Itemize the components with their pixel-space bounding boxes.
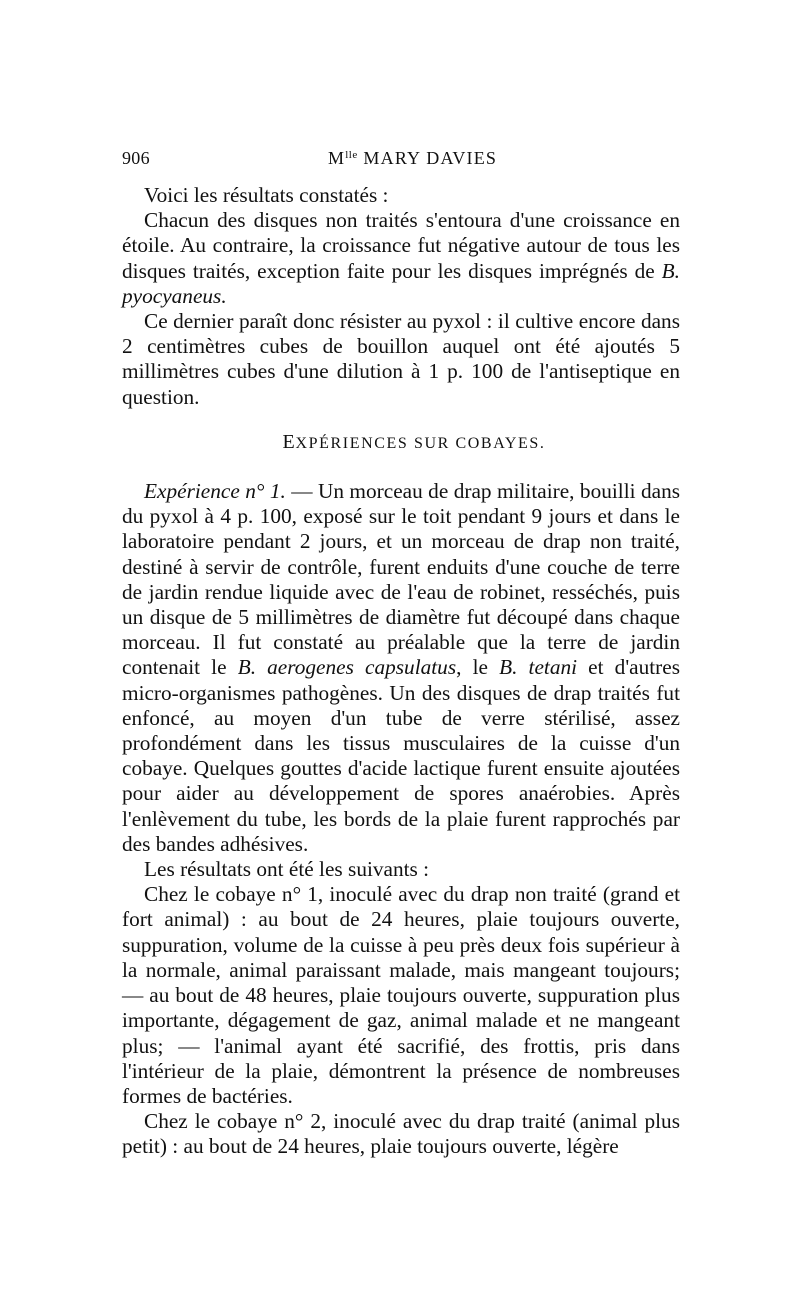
species-1: B. aerogenes capsulatus bbox=[237, 655, 457, 680]
paragraph-3: Ce dernier paraît donc résister au pyxol : il cultive encore dans 2 centimètres cubes de bouillon auquel ont été ajoutés 5 millimètres cubes d'une dilution à 1 p. 100 de l'antiseptique en question. bbox=[122, 309, 680, 409]
author-sup: lle bbox=[345, 149, 358, 161]
running-header bbox=[328, 148, 497, 169]
page-number: 906 bbox=[122, 148, 150, 168]
body-text bbox=[122, 183, 680, 1160]
section-heading-cap: E bbox=[282, 430, 296, 453]
section-heading bbox=[122, 430, 680, 456]
experiment-label: Expérience n° 1. bbox=[144, 479, 286, 504]
paragraph-4 bbox=[122, 479, 680, 857]
paragraph-1: Voici les résultats constatés : bbox=[144, 183, 389, 207]
paragraph-4-c: et d'autres micro-organismes pathogènes. Un des disques de drap traités fut enfoncé, au moyen d'un tube de verre stérilisé, assez profondément dans les tissus musculaires de la cuisse d'un cobaye. Quelques gouttes d'acide lactique furent ensuite ajoutées pour aider au développement de spores anaérobies. Après l'enlèvement du tube, les bords de la plaie furent rapprochés par des bandes adhésives. bbox=[122, 655, 681, 856]
paragraph-2-text: Chacun des disques non traités s'entoura d'une croissance en étoile. Au contraire, la croissance fut négative autour de tous les disques traités, exception faite pour les disques imprégnés de bbox=[122, 208, 680, 283]
paragraph-6: Chez le cobaye n° 1, inoculé avec du drap non traité (grand et fort animal) : au bout de 24 heures, plaie toujours ouverte, suppuration, volume de la cuisse à peu près deux fois supérieur à la normale, animal paraissant malade, mais mangeant toujours; — au bout de 48 heures, plaie toujours ouverte, suppuration plus importante, dégagement de gaz, animal malade et ne mangeant plus; — l'animal ayant été sacrifié, des frottis, pris dans l'intérieur de la plaie, démontrent la présence de nombreuses formes de bactéries. bbox=[122, 882, 680, 1108]
species-2: B. tetani bbox=[499, 655, 578, 680]
paragraph-2-italic: B. pyocyaneus. bbox=[122, 258, 680, 308]
section-heading-rest: XPÉRIENCES SUR COBAYES. bbox=[295, 434, 546, 452]
author-prefix: M bbox=[328, 148, 346, 168]
paragraph-4-a: — Un morceau de drap militaire, bouilli dans du pyxol à 4 p. 100, exposé sur le toit pendant 9 jours et dans le laboratoire pendant 2 jours, et un morceau de drap non traité, destiné à servir de contrôle, furent enduits d'une couche de terre de jardin rendue liquide avec de l'eau de robinet, resséchés, puis un disque de 5 millimètres de diamètre fut découpé dans chaque morceau. Il fut constaté au préalable que la terre de jardin contenait le bbox=[122, 479, 681, 680]
paragraph-5: Les résultats ont été les suivants : bbox=[144, 857, 430, 882]
paragraph-7: Chez le cobaye n° 2, inoculé avec du drap traité (animal plus petit) : au bout de 24 heures, plaie toujours ouverte, légère bbox=[122, 1109, 680, 1159]
paragraph-4-b: , le bbox=[456, 655, 500, 680]
paragraph-2 bbox=[122, 208, 680, 309]
author-name: MARY DAVIES bbox=[363, 148, 498, 168]
